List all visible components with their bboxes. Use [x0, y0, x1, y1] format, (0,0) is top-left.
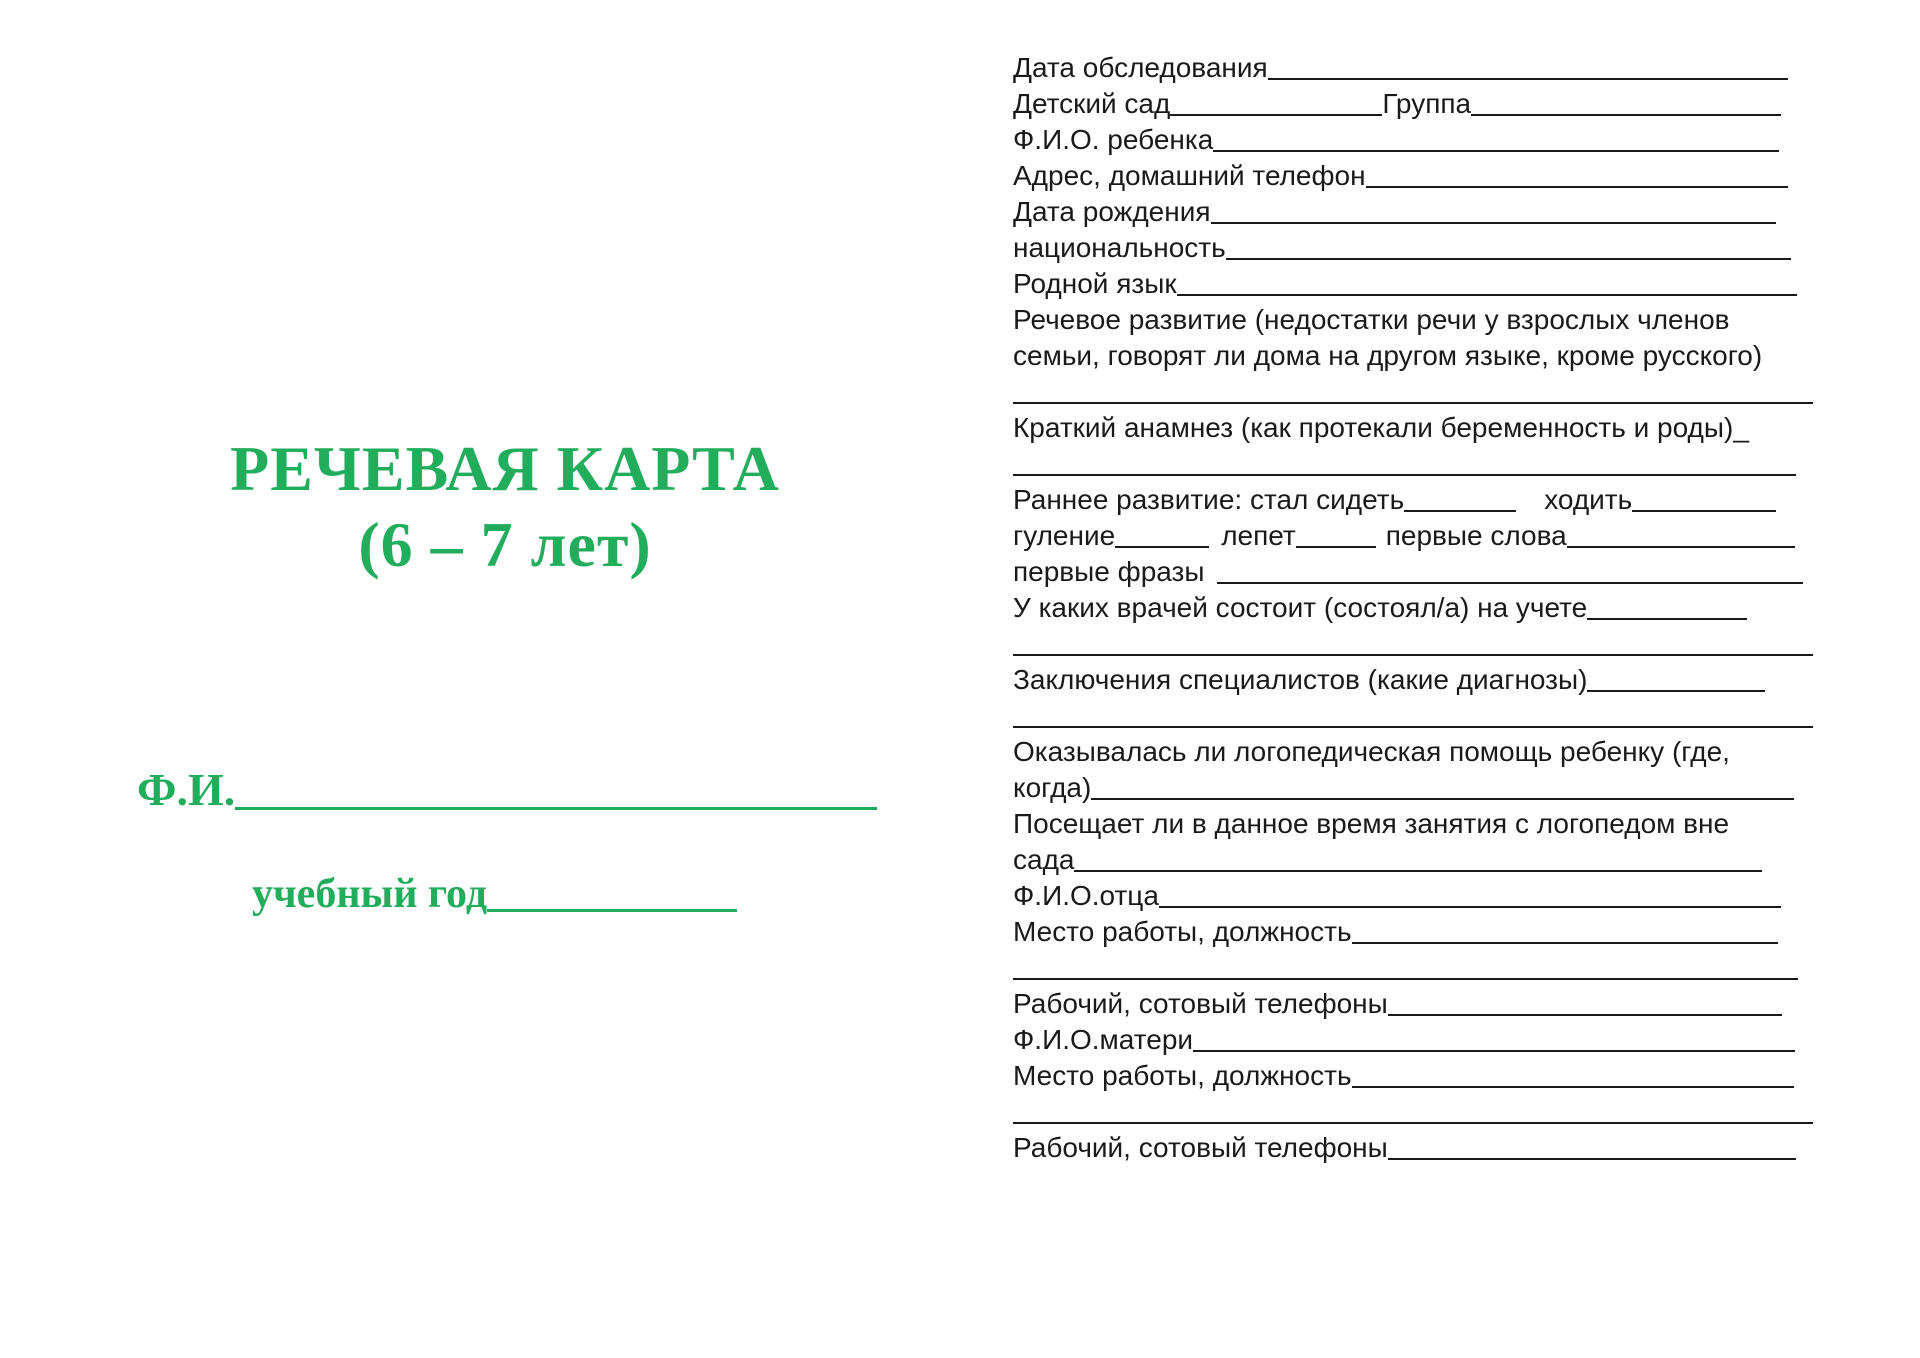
- therapist-label-2: сада: [1013, 844, 1075, 875]
- nationality-row: [1013, 230, 1813, 266]
- birth-date-label: Дата рождения: [1013, 196, 1211, 227]
- anamnesis-blank[interactable]: [1013, 474, 1796, 476]
- doctors-blank[interactable]: [1587, 618, 1747, 620]
- speech-help-row-1: [1013, 734, 1813, 770]
- child-info-form: [1013, 50, 1813, 1166]
- babbling-blank[interactable]: [1296, 546, 1376, 548]
- first-phrases-row: [1013, 554, 1813, 590]
- cover-year-field[interactable]: [252, 868, 737, 920]
- speech-help-row-2: [1013, 770, 1813, 806]
- speech-development-answer-row: [1013, 374, 1813, 410]
- specialists-answer-row: [1013, 698, 1813, 734]
- native-language-row: [1013, 266, 1813, 302]
- doctors-label: У каких врачей состоит (состоял/а) на учете: [1013, 592, 1588, 623]
- address-phone-blank[interactable]: [1366, 186, 1788, 188]
- nationality-blank[interactable]: [1226, 258, 1791, 260]
- father-work-answer-row: [1013, 950, 1813, 986]
- mother-work-blank[interactable]: [1352, 1086, 1794, 1088]
- kindergarten-label: Детский сад: [1013, 88, 1171, 119]
- early-development-label: Раннее развитие: стал сидеть: [1013, 484, 1405, 515]
- exam-date-blank[interactable]: [1268, 78, 1788, 80]
- address-phone-row: [1013, 158, 1813, 194]
- therapist-label-1: Посещает ли в данное время занятия с логопедом вне: [1013, 808, 1730, 839]
- cover-title: РЕЧЕВАЯ КАРТА: [230, 433, 780, 504]
- mother-phones-label: Рабочий, сотовый телефоны: [1013, 1132, 1388, 1163]
- cover-year-label: учебный год: [252, 871, 488, 917]
- speech-development-label-1: Речевое развитие (недостатки речи у взрослых членов: [1013, 304, 1730, 335]
- cover-fi-field[interactable]: [137, 762, 877, 818]
- father-name-label: Ф.И.О.отца: [1013, 880, 1159, 911]
- first-phrases-blank[interactable]: [1217, 582, 1803, 584]
- anamnesis-label: Краткий анамнез (как протекали беременность и роды)_: [1013, 412, 1749, 443]
- sit-blank[interactable]: [1404, 510, 1516, 512]
- group-label: Группа: [1382, 88, 1472, 119]
- anamnesis-answer-row: [1013, 446, 1813, 482]
- doctors-answer-row: [1013, 626, 1813, 662]
- cover-age-range: (6 – 7 лет): [358, 509, 652, 580]
- mother-name-blank[interactable]: [1193, 1050, 1795, 1052]
- cooing-blank[interactable]: [1115, 546, 1209, 548]
- kindergarten-blank[interactable]: [1170, 114, 1382, 116]
- mother-name-label: Ф.И.О.матери: [1013, 1024, 1194, 1055]
- birth-date-row: [1013, 194, 1813, 230]
- babbling-label: лепет: [1221, 520, 1296, 551]
- cover-fi-blank[interactable]: [235, 807, 877, 810]
- father-work-label: Место работы, должность: [1013, 916, 1352, 947]
- child-name-label: Ф.И.О. ребенка: [1013, 124, 1214, 155]
- specialists-label: Заключения специалистов (какие диагнозы): [1013, 664, 1588, 695]
- first-words-label: первые слова: [1385, 520, 1567, 551]
- father-work-row: [1013, 914, 1813, 950]
- address-phone-label: Адрес, домашний телефон: [1013, 160, 1366, 191]
- native-language-blank[interactable]: [1177, 294, 1797, 296]
- speech-help-label-1: Оказывалась ли логопедическая помощь ребенку (где,: [1013, 736, 1730, 767]
- therapist-blank[interactable]: [1074, 870, 1762, 872]
- mother-work-answer-row: [1013, 1094, 1813, 1130]
- father-name-row: [1013, 878, 1813, 914]
- specialists-blank[interactable]: [1587, 690, 1765, 692]
- therapist-row-2: [1013, 842, 1813, 878]
- kindergarten-row: [1013, 86, 1813, 122]
- mother-name-row: [1013, 1022, 1813, 1058]
- first-sounds-row: [1013, 518, 1813, 554]
- father-phones-blank[interactable]: [1388, 1014, 1782, 1016]
- speech-help-label-2: когда): [1013, 772, 1092, 803]
- exam-date-row: [1013, 50, 1813, 86]
- father-phones-label: Рабочий, сотовый телефоны: [1013, 988, 1388, 1019]
- native-language-label: Родной язык: [1013, 268, 1177, 299]
- first-words-blank[interactable]: [1567, 546, 1795, 548]
- mother-work-row: [1013, 1058, 1813, 1094]
- cooing-label: гуление: [1013, 520, 1116, 551]
- specialists-row: [1013, 662, 1813, 698]
- birth-date-blank[interactable]: [1211, 222, 1776, 224]
- mother-phones-blank[interactable]: [1388, 1158, 1796, 1160]
- doctors-answer-blank[interactable]: [1013, 654, 1813, 656]
- speech-development-label-2: семьи, говорят ли дома на другом языке, кроме русского): [1013, 340, 1763, 371]
- child-name-row: [1013, 122, 1813, 158]
- first-phrases-label: первые фразы: [1013, 556, 1205, 587]
- father-work-blank[interactable]: [1352, 942, 1778, 944]
- nationality-label: национальность: [1013, 232, 1226, 263]
- speech-development-row-1: [1013, 302, 1813, 338]
- mother-phones-row: [1013, 1130, 1813, 1166]
- cover-fi-label: Ф.И.: [137, 764, 236, 815]
- early-development-row: [1013, 482, 1813, 518]
- walk-label: ходить: [1544, 484, 1633, 515]
- speech-help-blank[interactable]: [1091, 798, 1794, 800]
- father-name-blank[interactable]: [1159, 906, 1781, 908]
- group-blank[interactable]: [1471, 114, 1781, 116]
- speech-development-blank[interactable]: [1013, 402, 1813, 404]
- mother-work-label: Место работы, должность: [1013, 1060, 1352, 1091]
- father-work-answer-blank[interactable]: [1013, 978, 1798, 980]
- child-name-blank[interactable]: [1213, 150, 1779, 152]
- specialists-answer-blank[interactable]: [1013, 726, 1813, 728]
- cover-year-blank[interactable]: [487, 909, 737, 912]
- exam-date-label: Дата обследования: [1013, 52, 1268, 83]
- anamnesis-row: [1013, 410, 1813, 446]
- speech-development-row-2: [1013, 338, 1813, 374]
- doctors-row: [1013, 590, 1813, 626]
- mother-work-answer-blank[interactable]: [1013, 1122, 1813, 1124]
- father-phones-row: [1013, 986, 1813, 1022]
- walk-blank[interactable]: [1632, 510, 1776, 512]
- therapist-row-1: [1013, 806, 1813, 842]
